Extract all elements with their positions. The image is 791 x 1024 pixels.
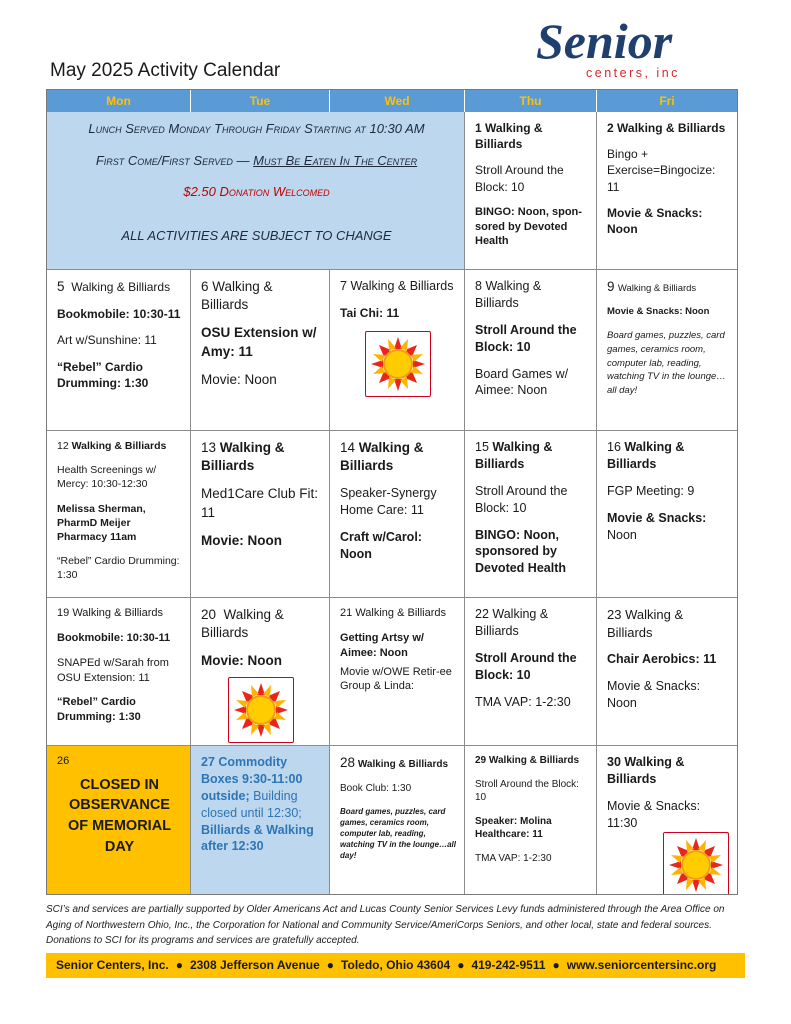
day-22-heading: 22 Walking & Billiards bbox=[475, 607, 549, 638]
day-9-activity: Movie & Snacks: Noon bbox=[607, 306, 710, 318]
day-header-wed: Wed bbox=[330, 90, 465, 112]
day-22-activity: TMA VAP: 1-2:30 bbox=[475, 694, 571, 709]
day-6-activity: Movie: Noon bbox=[201, 371, 277, 387]
day-12-heading: 12 Walking & Billiards bbox=[57, 440, 167, 452]
day-header-fri: Fri bbox=[597, 90, 737, 112]
day-5-activity: Art w/Sunshine: 11 bbox=[57, 333, 157, 348]
day-14-activity: Craft w/Carol: Noon bbox=[340, 530, 422, 562]
day-23-activity: Movie & Snacks: Noon bbox=[607, 678, 701, 710]
page-title: May 2025 Activity Calendar bbox=[50, 60, 281, 81]
day-20-heading: 20 Walking & Billiards bbox=[201, 607, 284, 641]
sun-icon bbox=[228, 677, 294, 743]
day-9-heading: 9 Walking & Billiards bbox=[607, 279, 697, 294]
day-12-activity: “Rebel” Cardio Drumming: 1:30 bbox=[57, 555, 180, 582]
day-15-heading: 15 Walking & Billiards bbox=[475, 440, 553, 471]
day-1-activity: BINGO: Noon, spon-sored by Devoted Health bbox=[475, 205, 582, 248]
day-28-activity: Book Club: 1:30 bbox=[340, 783, 412, 795]
day-cell-9 bbox=[597, 270, 737, 431]
day-15-activity: BINGO: Noon, sponsored by Devoted Health bbox=[475, 527, 566, 576]
day-cell-20 bbox=[191, 598, 330, 746]
day-cell-1 bbox=[465, 112, 597, 270]
day-1-heading: 1 Walking & Billiards bbox=[475, 121, 543, 152]
day-30-heading: 30 Walking & Billiards bbox=[607, 755, 685, 786]
day-cell-14 bbox=[330, 431, 465, 598]
org-name: Senior Centers, Inc. bbox=[56, 958, 169, 972]
day-8-activity: Stroll Around the Block: 10 bbox=[475, 322, 577, 354]
day-29-heading: 29 Walking & Billiards bbox=[475, 755, 580, 766]
day-14-heading: 14 Walking & Billiards bbox=[340, 440, 424, 474]
day-6-heading: 6 Walking & Billiards bbox=[201, 279, 273, 313]
day-13-activity: Movie: Noon bbox=[201, 532, 282, 548]
day-13-activity: Med1Care Club Fit: 11 bbox=[201, 486, 319, 520]
banner-lunch-line: Lunch Served Monday Through Friday Starting at 10:30 AM bbox=[88, 121, 425, 136]
city: Toledo, Ohio 43604 bbox=[341, 958, 451, 972]
day-15-activity: Stroll Around the Block: 10 bbox=[475, 483, 568, 515]
day-19-activity: Bookmobile: 10:30-11 bbox=[57, 631, 171, 644]
day-1-activity: Stroll Around the Block: 10 bbox=[475, 163, 564, 194]
logo-subtitle: centers, inc bbox=[586, 66, 680, 80]
lunch-banner bbox=[47, 112, 465, 270]
day-16-activity: FGP Meeting: 9 bbox=[607, 483, 695, 498]
day-cell-6 bbox=[191, 270, 330, 431]
day-14-activity: Speaker-Synergy Home Care: 11 bbox=[340, 486, 437, 518]
day-28-heading: 28 Walking & Billiards bbox=[340, 755, 449, 770]
day-21-heading: 21 Walking & Billiards bbox=[340, 607, 446, 619]
day-8-activity: Board Games w/ Aimee: Noon bbox=[475, 366, 569, 398]
phone: 419-242-9511 bbox=[471, 958, 546, 972]
website-link[interactable]: www.seniorcentersinc.org bbox=[566, 958, 717, 972]
day-5-activity: Bookmobile: 10:30-11 bbox=[57, 307, 181, 322]
senior-centers-logo bbox=[534, 14, 699, 86]
day-cell-27 bbox=[191, 746, 330, 894]
day-cell-13 bbox=[191, 431, 330, 598]
day-29-activity: TMA VAP: 1-2:30 bbox=[475, 852, 552, 864]
funding-note: SCI’s and services are partially supported by Older Americans Act and Lucas County Senior Services Levy funds administered through the Area Office on Aging of Northwestern Ohio, Inc., the Corporation for National and Community Service/AmeriCorps Seniors, and other local, state and federal sources. Donations to SCI for its programs and services are gratefully accepted. bbox=[46, 904, 725, 946]
day-header-tue: Tue bbox=[191, 90, 330, 112]
contact-bar: Senior Centers, Inc. ● 2308 Jefferson Avenue ● Toledo, Ohio 43604 ● 419-242-9511 ● www.seniorcentersinc.org bbox=[46, 953, 745, 978]
day-19-heading: 19 Walking & Billiards bbox=[57, 607, 163, 619]
day-2-heading: 2 Walking & Billiards bbox=[607, 121, 726, 135]
svg-text:Senior: Senior bbox=[536, 14, 673, 69]
day-30-activity: Movie & Snacks: 11:30 bbox=[607, 798, 701, 830]
day-cell-5 bbox=[47, 270, 191, 431]
day-cell-28 bbox=[330, 746, 465, 894]
day-19-activity: “Rebel” Cardio Drumming: 1:30 bbox=[57, 696, 141, 724]
day-cell-12 bbox=[47, 431, 191, 598]
closed-notice: CLOSED IN OBSERVANCE OF MEMORIAL DAY bbox=[67, 776, 172, 855]
day-cell-7 bbox=[330, 270, 465, 431]
day-cell-30 bbox=[597, 746, 737, 894]
day-13-heading: 13 Walking & Billiards bbox=[201, 440, 285, 474]
day-26-number: 26 bbox=[57, 755, 70, 767]
day-19-activity: SNAPEd w/Sarah from OSU Extension: 11 bbox=[57, 656, 169, 684]
day-5-activity: “Rebel” Cardio Drumming: 1:30 bbox=[57, 359, 149, 390]
day-header-mon: Mon bbox=[47, 90, 191, 112]
day-cell-26 bbox=[47, 746, 191, 894]
day-29-activity: Stroll Around the Block: 10 bbox=[475, 778, 579, 803]
day-cell-23 bbox=[597, 598, 737, 746]
day-cell-21 bbox=[330, 598, 465, 746]
day-cell-19 bbox=[47, 598, 191, 746]
day-6-activity: OSU Extension w/ Amy: 11 bbox=[201, 325, 317, 359]
day-28-activity: Board games, puzzles, card games, ceramics room, computer lab, reading, watching TV in the lounge…all day! bbox=[340, 806, 457, 861]
banner-change-notice: ALL ACTIVITIES ARE SUBJECT TO CHANGE bbox=[121, 227, 392, 243]
day-9-activity: Board games, puzzles, card games, ceramics room, computer lab, reading, watching TV in the lounge…all day! bbox=[607, 330, 726, 397]
day-29-activity: Speaker: Molina Healthcare: 11 bbox=[475, 815, 552, 840]
day-27-activity: 27 Commodity Boxes 9:30-11:00 outside; Building closed until 12:30; Billiards & Walking after 12:30 bbox=[201, 755, 314, 854]
day-2-activity: Movie & Snacks: Noon bbox=[607, 205, 703, 236]
day-7-heading: 7 Walking & Billiards bbox=[340, 279, 454, 293]
banner-first-come-line: First Come/First Served — Must Be Eaten In The Center bbox=[95, 152, 418, 168]
day-12-activity: Health Screenings w/ Mercy: 10:30-12:30 bbox=[57, 464, 157, 491]
sun-icon bbox=[663, 832, 729, 895]
day-cell-2 bbox=[597, 112, 737, 270]
day-22-activity: Stroll Around the Block: 10 bbox=[475, 650, 577, 682]
day-16-activity: Movie & Snacks: Noon bbox=[607, 510, 707, 542]
day-7-activity: Tai Chi: 11 bbox=[340, 305, 400, 320]
day-cell-29 bbox=[465, 746, 597, 894]
sun-icon bbox=[365, 331, 431, 397]
day-cell-22 bbox=[465, 598, 597, 746]
day-23-heading: 23 Walking & Billiards bbox=[607, 607, 684, 640]
day-2-activity: Bingo + Exercise=Bingocize: 11 bbox=[607, 147, 716, 194]
day-cell-15 bbox=[465, 431, 597, 598]
day-5-heading: 5 Walking & Billiards bbox=[57, 279, 171, 294]
day-21-activity: Movie w/OWE Retir-ee Group & Linda: bbox=[340, 665, 452, 693]
day-16-heading: 16 Walking & Billiards bbox=[607, 440, 685, 471]
day-20-activity: Movie: Noon bbox=[201, 653, 282, 669]
day-23-activity: Chair Aerobics: 11 bbox=[607, 652, 717, 667]
banner-donation-line: $2.50 Donation Welcomed bbox=[183, 184, 330, 200]
day-8-heading: 8 Walking & Billiards bbox=[475, 279, 542, 310]
day-12-activity: Melissa Sherman, PharmD Meijer Pharmacy 11am bbox=[57, 502, 146, 543]
calendar-grid bbox=[46, 89, 738, 895]
address: 2308 Jefferson Avenue bbox=[189, 958, 320, 972]
day-header-thu: Thu bbox=[465, 90, 597, 112]
day-21-activity: Getting Artsy w/ Aimee: Noon bbox=[340, 631, 424, 659]
day-cell-8 bbox=[465, 270, 597, 431]
day-cell-16 bbox=[597, 431, 737, 598]
